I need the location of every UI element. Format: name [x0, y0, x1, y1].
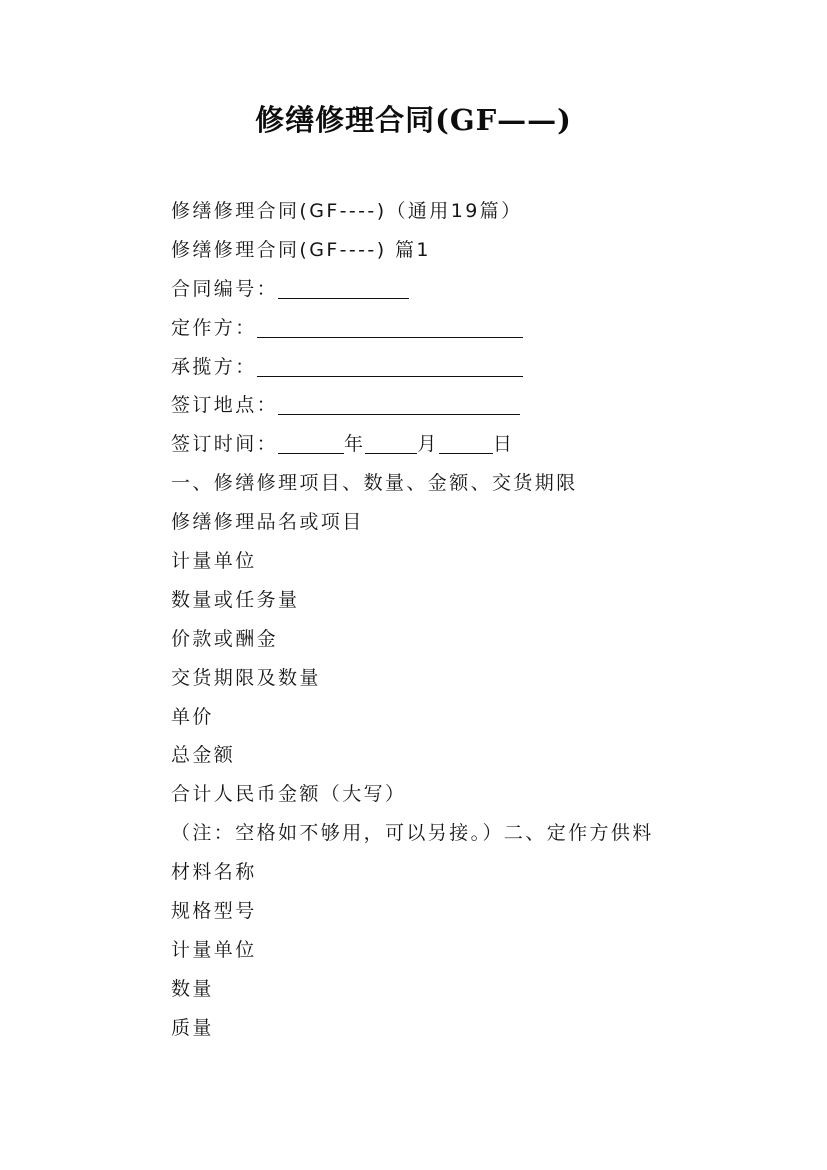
year-label: 年 [344, 433, 366, 456]
clause-one-heading: 一、修缮修理项目、数量、金额、交货期限 [171, 472, 578, 495]
delivery-line: 交货期限及数量 [171, 666, 321, 689]
contractor-label: 承揽方： [171, 355, 257, 378]
item-name-line: 修缮修理品名或项目 [171, 511, 364, 534]
material-name-line: 材料名称 [171, 861, 257, 884]
unit-line-2: 计量单位 [171, 938, 257, 961]
contractor-line [171, 348, 731, 387]
signing-date-line [171, 425, 731, 464]
document-title: 修缮修理合同(GF——) [255, 103, 572, 137]
quantity-task-line: 数量或任务量 [171, 588, 300, 611]
note-clause-two-line: （注：空格如不够用，可以另接。）二、定作方供料 [171, 822, 654, 845]
signing-place-blank [278, 390, 520, 415]
quantity-line: 数量 [171, 977, 214, 1000]
year-blank [278, 429, 344, 454]
contractor-blank [257, 352, 523, 377]
month-blank [365, 429, 417, 454]
day-blank [439, 429, 493, 454]
unit-price-line: 单价 [171, 705, 214, 728]
signing-place-label: 签订地点： [171, 394, 279, 417]
day-label: 日 [492, 433, 515, 456]
contract-number-label: 合同编号： [171, 277, 279, 300]
orderer-blank [257, 313, 523, 338]
signing-date-label: 签订时间： [171, 433, 279, 456]
contract-number-line [171, 270, 731, 309]
contract-number-blank [278, 274, 409, 299]
spec-model-line: 规格型号 [171, 900, 257, 923]
quality-line: 质量 [171, 1016, 214, 1039]
price-line: 价款或酬金 [171, 627, 279, 650]
month-label: 月 [417, 433, 439, 456]
unit-line: 计量单位 [171, 550, 257, 573]
orderer-label: 定作方： [171, 316, 257, 339]
total-rmb-line: 合计人民币金额（大写） [171, 783, 407, 806]
section-heading-line: 修缮修理合同(GF----) 篇1 [171, 238, 431, 261]
document-body [171, 192, 731, 1048]
signing-place-line [171, 386, 731, 425]
total-amount-line: 总金额 [171, 744, 236, 767]
subtitle-line: 修缮修理合同(GF----)（通用19篇） [171, 200, 523, 222]
orderer-line [171, 309, 731, 348]
